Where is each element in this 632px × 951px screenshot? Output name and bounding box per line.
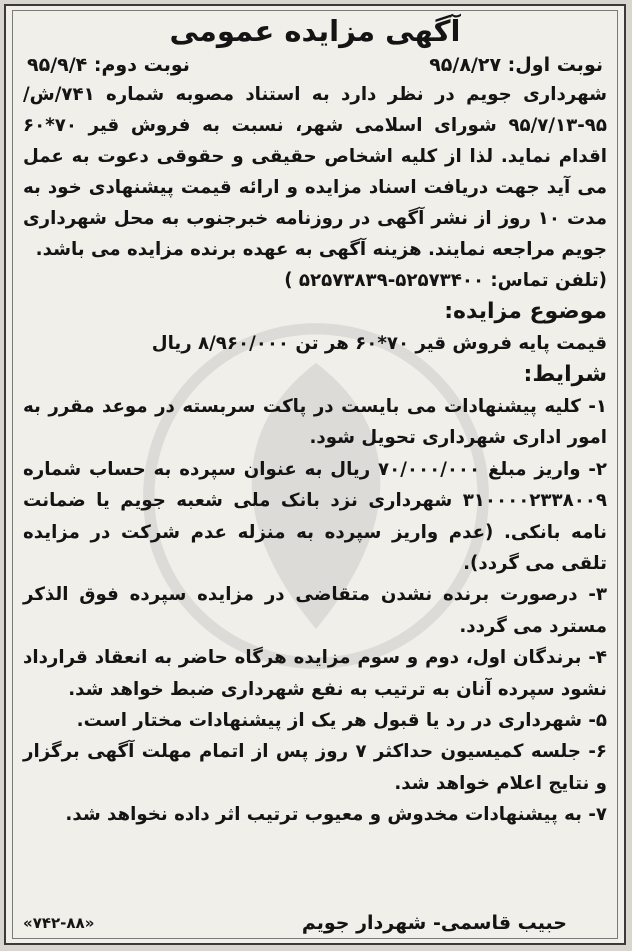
- notice-page: [4, 4, 626, 945]
- subject-heading: موضوع مزایده:: [444, 299, 607, 324]
- notice-footer: [23, 912, 607, 934]
- notice-body: شهرداری جویم در نظر دارد به استناد مصوبه شماره ۷۴۱/ش/۹۵-۹۵/۷/۱۳ شورای اسلامی شهر، نسبت به فروش قیر ۷۰*۶۰ اقدام نماید. لذا از کلیه اشخاص حقیقی و حقوقی دعوت به عمل می آید جهت دریافت اسناد مزایده و ارائه قیمت پیشنهادی خود به مدت ۱۰ روز از نشر آگهی در روزنامه خبرجنوب به محل شهرداری جویم مراجعه نمایند. هزینه آگهی به عهده برنده مزایده می باشد.: [23, 84, 607, 260]
- round-first: نوبت اول: ۹۵/۸/۲۷: [429, 54, 603, 76]
- condition-item: ۴- برندگان اول، دوم و سوم مزایده هرگاه حاضر به انعقاد قرارداد نشود سپرده آنان به ترتیب به نفع شهرداری ضبط خواهد شد.: [23, 647, 607, 700]
- notice-title: آگهی مزایده عمومی: [169, 14, 461, 48]
- condition-item: ۳- درصورت برنده نشدن متقاضی در مزایده سپرده فوق الذکر مسترد می گردد.: [23, 584, 607, 637]
- contact-phone: (تلفن تماس: ۵۲۵۷۳۴۰۰-۵۲۵۷۳۸۳۹ ): [284, 270, 607, 291]
- condition-item: ۱- کلیه پیشنهادات می بایست در پاکت سربسته در موعد مقرر به امور اداری شهرداری تحویل شود.: [23, 396, 607, 449]
- subject-text: قیمت پایه فروش قیر ۷۰*۶۰ هر تن ۸/۹۶۰/۰۰۰ ریال: [151, 333, 607, 354]
- publication-rounds: [27, 51, 603, 79]
- condition-item: ۶- جلسه کمیسیون حداکثر ۷ روز پس از اتمام مهلت آگهی برگزار و نتایج اعلام خواهد شد.: [23, 741, 607, 794]
- notice-frame: [12, 10, 618, 939]
- round-second: نوبت دوم: ۹۵/۹/۴: [27, 54, 190, 76]
- conditions-heading: شرایط:: [523, 362, 607, 387]
- condition-item: ۲- واریز مبلغ ۷۰/۰۰۰/۰۰۰ ریال به عنوان سپرده به حساب شماره ۳۱۰۰۰۰۲۳۳۸۰۰۹ شهرداری نزد بانک ملی شعبه جویم یا ضمانت نامه بانکی. (عدم واریز سپرده به منزله عدم شرکت در مزایده تلقی می گردد).: [23, 458, 607, 575]
- condition-item: ۷- به پیشنهادات مخدوش و معیوب ترتیب اثر داده نخواهد شد.: [65, 804, 607, 826]
- condition-item: ۵- شهرداری در رد یا قبول هر یک از پیشنهادات مختار است.: [76, 710, 607, 732]
- signature: حبیب قاسمی- شهردار جویم: [301, 912, 567, 934]
- conditions-list: [23, 391, 607, 831]
- notice-code: «۷۴۲-۸۸»: [23, 914, 95, 932]
